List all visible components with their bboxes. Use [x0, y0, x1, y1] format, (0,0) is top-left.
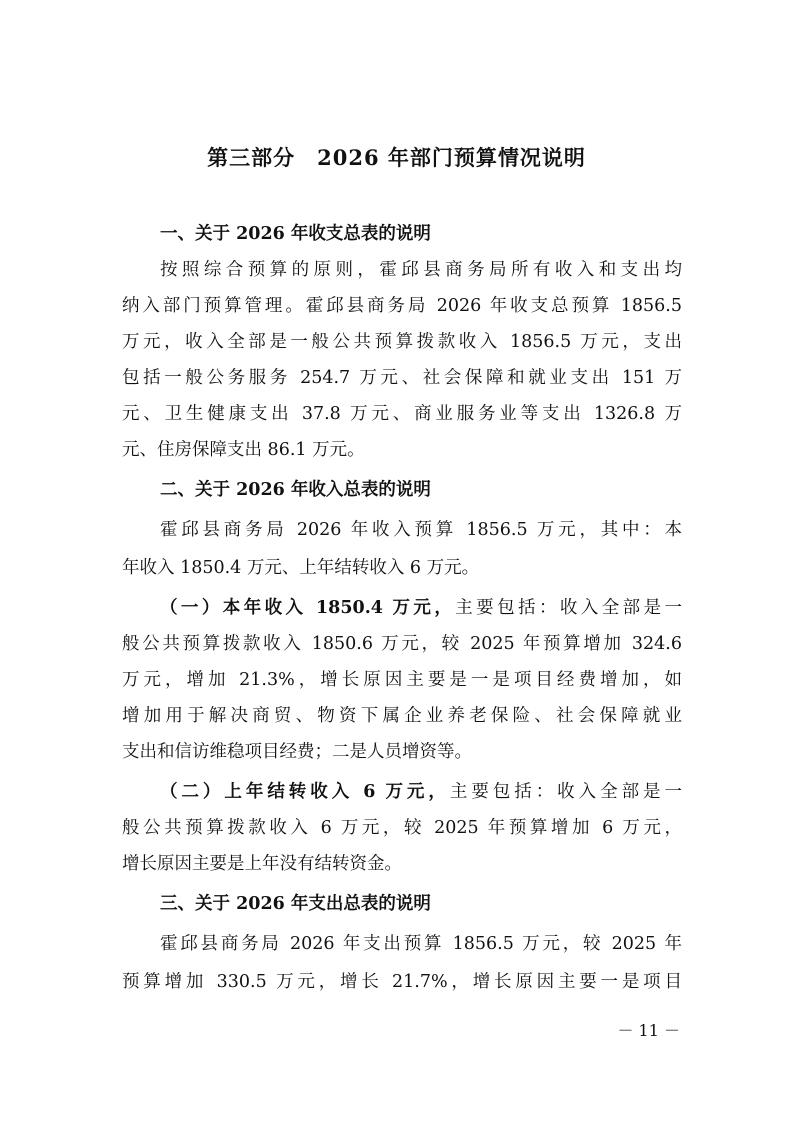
section-heading-1: 一、关于 2026 年收支总表的说明: [160, 224, 431, 244]
subsection-heading-2: （二）上年结转收入 6 万元，: [160, 782, 450, 802]
section-heading-3: 三、关于 2026 年支出总表的说明: [160, 894, 431, 914]
paragraph-line: 元、住房保障支出 86.1 万元。: [122, 440, 365, 460]
paragraph-line: 支出和信访维稳项目经费；二是人员增资等。: [122, 742, 472, 762]
paragraph-line: 预算增加 330.5 万元，增长 21.7%，增长原因主要一是项目: [122, 972, 682, 992]
paragraph-line: 增长原因主要是上年没有结转资金。: [122, 854, 402, 874]
paragraph-line: 般公共预算拨款收入 6 万元，较 2025 年预算增加 6 万元，: [122, 818, 682, 838]
subsection-heading-1: （一）本年收入 1850.4 万元，: [160, 598, 456, 618]
paragraph-line: 霍邱县商务局 2026 年收入预算 1856.5 万元，其中：本: [160, 520, 682, 540]
paragraph-line: 元、卫生健康支出 37.8 万元、商业服务业等支出 1326.8 万: [122, 404, 682, 424]
paragraph-line: 增加用于解决商贸、物资下属企业养老保险、社会保障就业: [122, 706, 682, 726]
paragraph-line: 纳入部门预算管理。霍邱县商务局 2026 年收支总预算 1856.5: [122, 296, 682, 316]
paragraph-line: 包括一般公务服务 254.7 万元、社会保障和就业支出 151 万: [122, 368, 682, 388]
paragraph-line: 年收入 1850.4 万元、上年结转收入 6 万元。: [122, 558, 480, 578]
subsection-line-1: [160, 596, 682, 620]
subsection-line-2: [160, 780, 682, 804]
page-title: 第三部分 2026 年部门预算情况说明: [207, 145, 586, 170]
subsection-text: 主要包括：收入全部是一: [449, 782, 682, 802]
paragraph-line: 般公共预算拨款收入 1850.6 万元，较 2025 年预算增加 324.6: [122, 634, 682, 654]
subsection-text: 主要包括：收入全部是一: [455, 598, 682, 618]
paragraph-line: 霍邱县商务局 2026 年支出预算 1856.5 万元，较 2025 年: [160, 934, 682, 954]
section-heading-2: 二、关于 2026 年收入总表的说明: [160, 480, 431, 500]
paragraph-line: 按照综合预算的原则，霍邱县商务局所有收入和支出均: [160, 260, 682, 280]
page-number: － 11 －: [617, 1021, 680, 1040]
paragraph-line: 万元，收入全部是一般公共预算拨款收入 1856.5 万元，支出: [122, 332, 682, 352]
paragraph-line: 万元，增加 21.3%，增长原因主要是一是项目经费增加，如: [122, 670, 682, 690]
